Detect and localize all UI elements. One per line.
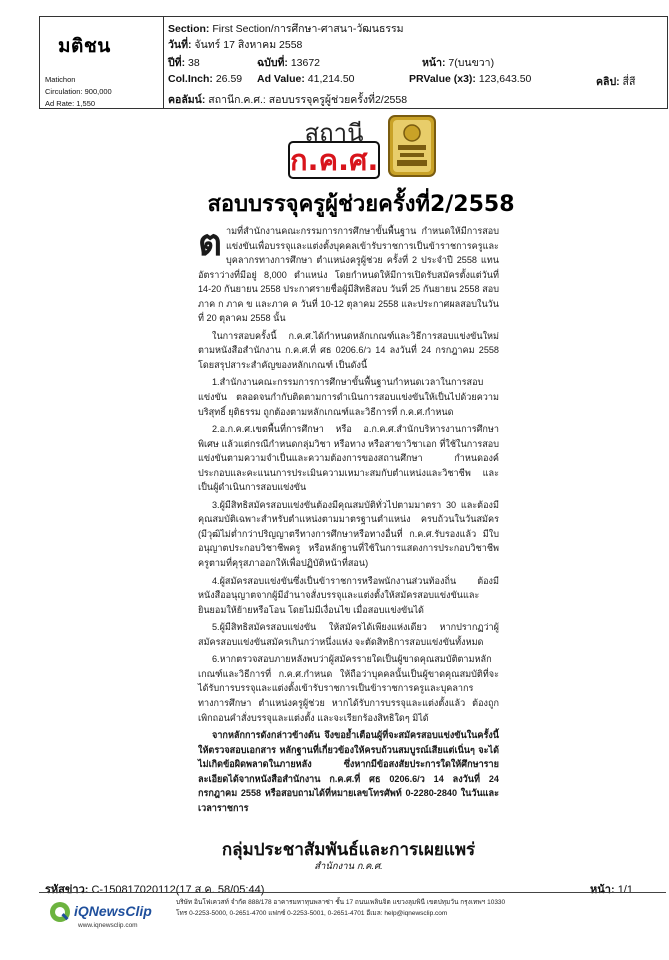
- kks-word: ก.ค.ศ.: [290, 143, 379, 177]
- drop-cap: ต: [198, 220, 223, 264]
- advalue-field: Ad Value: 41,214.50: [257, 73, 355, 85]
- kks-emblem-icon: [388, 115, 436, 177]
- author-office: สำนักงาน ก.ค.ศ.: [314, 861, 383, 872]
- station-word: สถานี: [304, 119, 364, 147]
- colinch-field: Col.Inch: 26.59: [168, 73, 243, 85]
- company-contact: โทร 0-2253-5000, 0-2651-4700 แฟกซ์ 0-2253-5001, 0-2651-4701 อีเมล: help@iqnewsclip.com: [176, 910, 448, 917]
- article-paragraph: 1.สำนักงานคณะกรรมการการศึกษาขั้นพื้นฐานกำหนดเวลาในการสอบแข่งขัน ตลอดจนกำกับติดตามการดำเนินการสอบแข่งขันให้เป็นไปด้วยความบริสุทธิ์ ยุติธรรม ถูกต้องตามหลักเกณฑ์และวิธีการที่ ก.ค.ศ.กำหนด: [198, 377, 499, 417]
- publication-info: [40, 17, 164, 108]
- article-paragraph: 4.ผู้สมัครสอบแข่งขันซึ่งเป็นข้าราชการหรือพนักงานส่วนท้องถิ่น ต้องมีหนังสืออนุญาตจากผู้มีอำนาจสั่งบรรจุและแต่งตั้งให้สมัครสอบแข่งขันและยินยอมให้ย้ายหรือโอน โดยไม่มีเงื่อนไข เมื่อสอบแข่งขันได้: [198, 575, 499, 615]
- iqnewsclip-icon: [48, 900, 72, 924]
- article-paragraph: 5.ผู้มีสิทธิสมัครสอบแข่งขัน ให้สมัครได้เพียงแห่งเดียว หากปรากฏว่าผู้สมัครสอบแข่งขันสมัครเกินกว่าหนึ่งแห่ง จะตัดสิทธิการสอบแข่งขันทั้งหมด: [198, 622, 499, 647]
- newspaper-logo: มติชน: [58, 35, 111, 57]
- issue-field: ฉบับที่: 13672: [257, 57, 321, 69]
- section-field: Section: First Section/การศึกษา-ศาสนา-วัฒนธรรม: [168, 23, 404, 35]
- article-headline: สอบบรรจุครูผู้ช่วยครั้งที่2/2558: [207, 192, 515, 217]
- article-body: [198, 220, 499, 818]
- article-paragraph: จากหลักการดังกล่าวข้างต้น จึงขอย้ำเตือนผู้ที่จะสมัครสอบแข่งขันในครั้งนี้ ให้ตรวจสอบเอกสาร หลักฐานที่เกี่ยวข้องให้ครบถ้วนสมบูรณ์เสียแต่เนิ่นๆ จะได้ไม่เกิดข้อผิดพลาดในภายหลัง ซึ่งหากมีข้อสงสัยประการใดให้ศึกษารายละเอียดได้จากหนังสือสำนักงาน ก.ค.ศ.ที่ ศธ 0206.6/ว 14 ลงวันที่ 24 กรกฎาคม 2558 หรือสอบถามได้ที่หมายเลขโทรศัพท์ 0-2280-2840 ในวันและเวลาราชการ: [198, 730, 499, 813]
- article-paragraph: 6.หากตรวจสอบภายหลังพบว่าผู้สมัครรายใดเป็นผู้ขาดคุณสมบัติตามหลักเกณฑ์และวิธีการที่ ก.ค.ศ.กำหนด ให้ถือว่าบุคคลนั้นเป็นผู้ขาดคุณสมบัติที่จะได้รับการบรรจุและแต่งตั้งเข้ารับราชการเป็นข้าราชการครูและบุคลากรทางการศึกษา ตำแหน่งครูผู้ช่วย หากได้รับการบรรจุและแต่งตั้งแล้ว ต้องถูกเพิกถอนคำสั่งบรรจุและแต่งตั้ง และจะเรียกร้องสิทธิใดๆ มิได้: [198, 654, 499, 723]
- date-field: วันที่: จันทร์ 17 สิงหาคม 2558: [168, 39, 303, 51]
- circulation: Circulation: 900,000: [45, 87, 112, 96]
- iqnewsclip-logo: [48, 898, 158, 942]
- news-code: รหัสข่าว: C-150817020112(17 ส.ค. 58/05:44): [45, 884, 265, 896]
- brand-name: iQNewsClip: [74, 903, 152, 919]
- article-paragraph: ในการสอบครั้งนี้ ก.ค.ศ.ได้กำหนดหลักเกณฑ์และวิธีการสอบแข่งขันใหม่ ตามหนังสือสำนักงาน ก.ค.ศ.ที่ ศธ 0206.6/ว 14 ลงวันที่ 24 กรกฎาคม 2558 โดยสรุปสาระสำคัญของหลักเกณฑ์ เป็นดังนี้: [198, 330, 499, 370]
- article-paragraph: 2.อ.ก.ค.ศ.เขตพื้นที่การศึกษา หรือ อ.ก.ค.ศ.สำนักบริหารงานการศึกษาพิเศษ แล้วแต่กรณีกำหนดกลุ่มวิชา หรือทาง หรือสาขาวิชาเอก ที่ใช้ในการสอบแข่งขันตามความจำเป็นและความต้องการของสถานศึกษา กำหนดองค์ประกอบและคะแนนการประเมินความเหมาะสมกับตำแหน่งและวิชาชีพ และเป็นผู้ดำเนินการสอบแข่งขัน: [198, 424, 499, 493]
- article-paragraph: ตามที่สำนักงานคณะกรรมการการศึกษาขั้นพื้นฐาน กำหนดให้มีการสอบแข่งขันเพื่อบรรจุและแต่งตั้งบุคคลเข้ารับราชการเป็นข้าราชการครูและบุคลากรทางการศึกษา ตำแหน่งครูผู้ช่วย ครั้งที่ 2 ประจำปี 2558 แทนอัตราว่างที่มีอยู่ 8,000 ตำแหน่ง โดยกำหนดให้มีการเปิดรับสมัครตั้งแต่วันที่ 14-20 กันยายน 2558 ประกาศรายชื่อผู้มีสิทธิสอบ วันที่ 25 กันยายน 2558 สอบภาค ก ภาค ข และภาค ค วันที่ 10-12 ตุลาคม 2558 และประกาศผลสอบในวันที่ 20 ตุลาคม 2558 นั้น: [198, 220, 499, 324]
- column-field: คอลัมน์: สถานีก.ค.ศ.: สอบบรรจุครูผู้ช่วยครั้งที่2/2558: [168, 94, 408, 106]
- clipping-header: [39, 16, 668, 109]
- company-info: [176, 897, 526, 919]
- footer-divider: [39, 892, 666, 893]
- author-department: กลุ่มประชาสัมพันธ์และการเผยแพร่: [221, 840, 476, 860]
- page-number: หน้า: 1/1: [590, 884, 633, 896]
- clip-field: คลิป: สี่สี: [596, 76, 636, 88]
- article-paragraph: 3.ผู้มีสิทธิสมัครสอบแข่งขันต้องมีคุณสมบัติทั่วไปตามมาตรา 30 และต้องมีคุณสมบัติเฉพาะสำหรับตำแหน่งตามมาตรฐานตำแหน่ง ครบถ้วนในวันสมัคร (มีวุฒิไม่ต่ำกว่าปริญญาตรีทางการศึกษาหรือทางอื่นที่ ก.ค.ศ.รับรองแล้ว มีใบอนุญาตประกอบวิชาชีพครู หรือหลักฐานที่ใช้ในการแสดงการประกอบวิชาชีพครูตามที่คุรุสภาออกให้เพื่อปฏิบัติหน้าที่สอน): [198, 499, 499, 569]
- brand-url: www.iqnewsclip.com: [78, 922, 138, 929]
- company-address: บริษัท อินโฟเควสท์ จำกัด 888/178 อาคารมหาทุนพลาซ่า ชั้น 17 ถนนเพลินจิต แขวงลุมพินี เขตปทุมวัน กรุงเทพฯ 10330: [176, 899, 506, 906]
- page-field: หน้า: 7(บนขวา): [422, 57, 495, 69]
- clipping-metadata: [164, 17, 667, 108]
- station-kks-logo: [288, 113, 438, 185]
- prvalue-field: PRValue (x3): 123,643.50: [409, 73, 532, 85]
- year-field: ปีที่: 38: [168, 57, 200, 69]
- ad-rate: Ad Rate: 1,550: [45, 99, 96, 108]
- publisher-name: Matichon: [45, 75, 76, 84]
